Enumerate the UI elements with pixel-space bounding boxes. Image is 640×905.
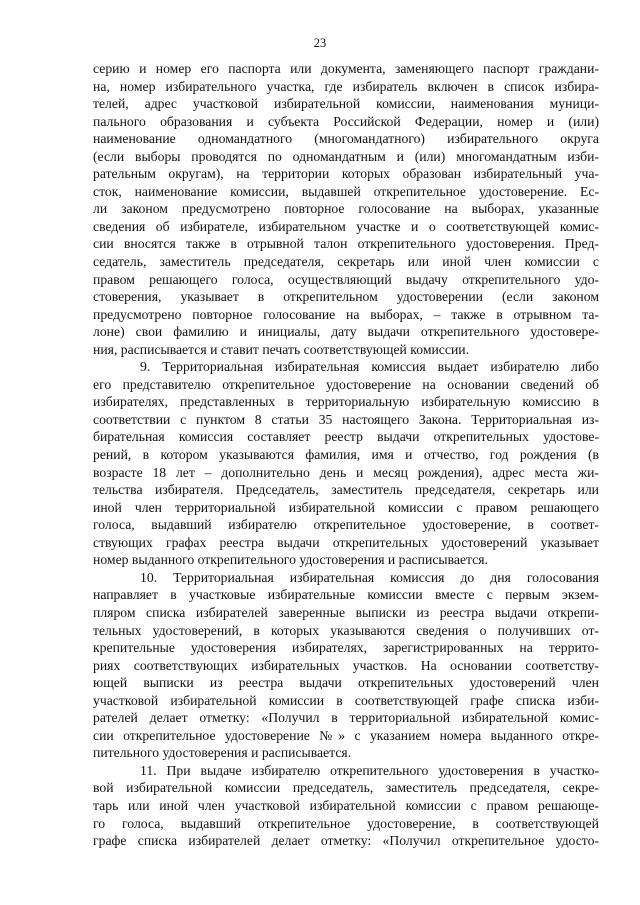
text-line: риях соответствующих избирательных участков. На основании соответству-: [93, 657, 599, 673]
text-line: вой избирательной комиссии председатель, заместитель председателя, секре-: [93, 780, 599, 796]
text-line: крепительные удостоверения избирателях, зарегистрированных на террито-: [93, 640, 599, 656]
paragraph-11-start: 11. При выдаче избирателю открепительного удостоверения в участко-: [140, 762, 599, 778]
text-line: на, номер избирательного участка, где избиратель включен в список избира-: [93, 78, 599, 94]
text-line: телей, адрес участковой избирательной комиссии, наименования муници-: [93, 96, 599, 112]
text-line: сии открепительное удостоверение №» с указанием номера выданного откре-: [93, 727, 599, 743]
body-text: [93, 60, 599, 850]
text-line: его представителю открепительное удостоверение на основании сведений об: [93, 376, 599, 392]
text-line: пительного удостоверения и расписывается.: [93, 745, 352, 761]
text-line: правом решающего голоса, осуществляющий выдачу открепительного удо-: [93, 271, 599, 287]
text-line: ющей выписки из реестра выдачи открепительных удостоверений член: [93, 675, 599, 691]
text-line: сток, наименование комиссии, выдавшей открепительное удостоверение. Ес-: [93, 183, 599, 199]
page-number: 23: [313, 36, 327, 50]
text-line: сии вносятся также в отрывной талон открепительного удостоверения. Пред-: [93, 236, 599, 252]
text-line: направляет в участковые избирательные комиссии вместе с первым экзем-: [93, 587, 599, 603]
text-line: номер выданного открепительного удостоверения и расписывается.: [93, 552, 488, 568]
text-line: тельных удостоверений, в которых указываются сведения о получивших от-: [93, 622, 599, 638]
text-line: серию и номер его паспорта или документа, заменяющего паспорт граждани-: [93, 61, 599, 76]
text-line: голоса, выдавший избирателю открепительное удостоверение, в соответ-: [93, 517, 599, 533]
text-line: сведения об избирателе, избирательном участке и о соответствующей комис-: [93, 218, 599, 234]
text-line: возрасте 18 лет – дополнительно день и месяц рождения), адрес места жи-: [93, 464, 599, 480]
text-line: соответствии с пунктом 8 статьи 35 настоящего Закона. Территориальная из-: [93, 411, 599, 427]
paragraph-9-start: 9. Территориальная избирательная комиссия выдает избирателю либо: [140, 359, 599, 375]
text-line: предусмотрено повторное голосование на выборах, – также в отрывном та-: [93, 306, 599, 322]
text-line: го голоса, выдавший открепительное удостоверение, в соответствующей: [93, 815, 599, 831]
text-line: лоне) свои фамилию и инициалы, дату выдачи открепительного удостовере-: [93, 324, 599, 340]
paragraph-10-start: 10. Территориальная избирательная комиссия до дня голосования: [140, 569, 599, 585]
text-line: пляром списка избирателей заверенные выписки из реестра выдачи открепи-: [93, 604, 599, 620]
text-line: стоверения, указывает в открепительном удостоверении (если законом: [93, 289, 599, 305]
text-line: рений, в котором указываются фамилия, имя и отчество, год рождения (в: [93, 447, 599, 463]
text-line: тельства избирателя. Председатель, заместитель председателя, секретарь или: [93, 482, 599, 498]
text-line: наименование одномандатного (многомандатного) избирательного округа: [93, 131, 599, 147]
text-line: ствующих графах реестра выдачи открепительных удостоверений указывает: [93, 534, 599, 550]
text-line: пального образования и субъекта Российской Федерации, номер и (или): [93, 113, 599, 129]
text-line: иной член территориальной избирательной комиссии с правом решающего: [93, 499, 599, 515]
text-line: тарь или иной член участковой избирательной комиссии с правом решающе-: [93, 797, 599, 813]
text-line: графе списка избирателей делает отметку: «Получил открепительное удосто-: [93, 833, 599, 849]
text-line: избирателях, представленных в территориальную избирательную комиссию в: [93, 394, 599, 410]
text-line: рательным округам), на территории которых образован избирательный уча-: [93, 166, 599, 182]
text-line: бирательная комиссия составляет реестр выдачи открепительных удостове-: [93, 429, 599, 445]
text-line: (если выборы проводятся по одномандатным и (или) многомандатным изби-: [93, 148, 599, 164]
text-line: седатель, заместитель председателя, секретарь или иной член комиссии с: [93, 254, 599, 270]
text-line: участковой избирательной комиссии в соответствующей графе списка изби-: [93, 692, 599, 708]
text-line: рателей делает отметку: «Получил в территориальной избирательной комис-: [93, 710, 599, 726]
text-line: ния, расписывается и ставит печать соответствующей комиссии.: [93, 341, 470, 357]
text-line: ли законом предусмотрено повторное голосование на выборах, указанные: [93, 201, 599, 217]
